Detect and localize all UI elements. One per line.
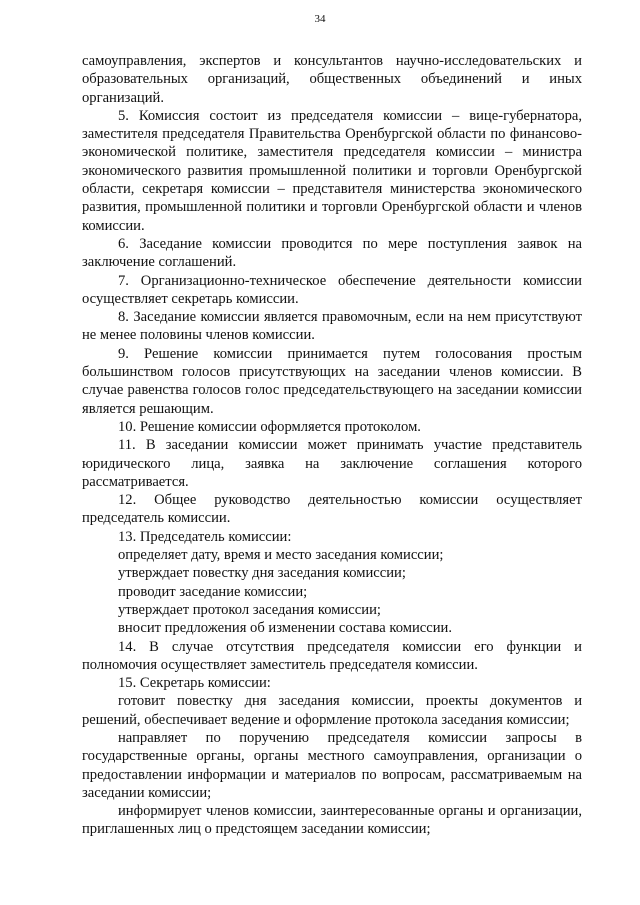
chairman-duty-item: утверждает повестку дня заседания комиссии;	[118, 565, 406, 582]
paragraph-continuation: самоуправления, экспертов и консультантов научно-исследовательских и образовательных организаций, общественных объединений и иных организаций.	[82, 53, 582, 106]
paragraph-9-voting: 9. Решение комиссии принимается путем голосования простым большинством голосов присутствующих на заседании членов комиссии. В случае равенства голосов голос председательствующего на заседании комиссии является решающим.	[82, 345, 582, 417]
paragraph-10-protocol: 10. Решение комиссии оформляется протоколом.	[118, 418, 421, 435]
chairman-duty-item: утверждает протокол заседания комиссии;	[118, 601, 381, 618]
page-number: 34	[314, 13, 326, 25]
paragraph-12-leadership: 12. Общее руководство деятельностью комиссии осуществляет председатель комиссии.	[82, 492, 582, 527]
paragraph-11-participation: 11. В заседании комиссии может принимать участие представитель юридического лица, заявка на заключение соглашения которого рассматривается.	[82, 437, 582, 490]
secretary-duty-item: готовит повестку дня заседания комиссии, проекты документов и решений, обеспечивает ведение и оформление протокола заседания комиссии;	[82, 693, 582, 728]
paragraph-6-meeting-schedule: 6. Заседание комиссии проводится по мере поступления заявок на заключение соглашений.	[82, 235, 582, 271]
secretary-duty-item: информирует членов комиссии, заинтересованные органы и организации, приглашенных лиц о предстоящем заседании комиссии;	[82, 803, 582, 838]
chairman-duty-item: вносит предложения об изменении состава комиссии.	[118, 620, 452, 637]
paragraph-14-deputy: 14. В случае отсутствия председателя комиссии его функции и полномочия осуществляет заместитель председателя комиссии.	[82, 638, 582, 673]
paragraph-5-commission-composition: 5. Комиссия состоит из председателя комиссии – вице-губернатора, заместителя председателя Правительства Оренбургской области по финансово-экономической политике, заместителя председателя комиссии – министра экономического развития промышленной политики и торговли Оренбургской области, секретаря комиссии – представителя министерства экономического развития, промышленной политики и торговли Оренбургской области и членов комиссии.	[82, 107, 582, 234]
paragraph-13-chairman: 13. Председатель комиссии:	[118, 528, 292, 545]
paragraph-8-quorum: 8. Заседание комиссии является правомочным, если на нем присутствуют не менее половины членов комиссии.	[82, 309, 582, 344]
chairman-duty-item: проводит заседание комиссии;	[118, 583, 308, 600]
secretary-duty-item: направляет по поручению председателя комиссии запросы в государственные органы, органы местного самоуправления, организации о предоставлении информации и материалов по вопросам, рассматриваемым на заседании комиссии;	[82, 729, 582, 801]
document-body	[82, 52, 582, 839]
paragraph-7-technical-support: 7. Организационно-техническое обеспечение деятельности комиссии осуществляет секретарь комиссии.	[82, 272, 582, 307]
chairman-duty-item: определяет дату, время и место заседания комиссии;	[118, 547, 444, 564]
paragraph-15-secretary: 15. Секретарь комиссии:	[118, 675, 271, 692]
